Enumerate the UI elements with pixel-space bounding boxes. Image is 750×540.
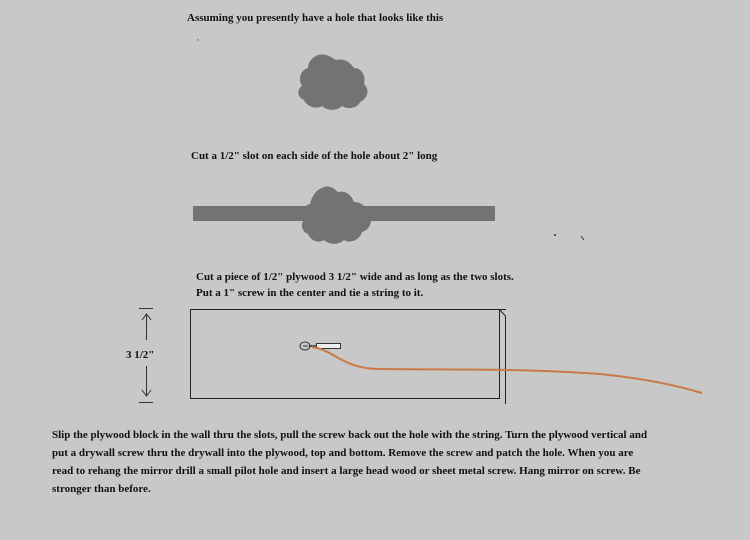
final-line-4: stronger than before.	[52, 483, 151, 495]
string	[312, 347, 702, 393]
dimension-label: 3 1/2"	[126, 349, 155, 361]
final-instructions	[52, 426, 742, 498]
final-line-3: read to rehang the mirror drill a small pilot hole and insert a large head wood or sheet metal screw. Hang mirror on screw. Be	[52, 465, 641, 477]
stray-dot	[554, 234, 556, 236]
hole-with-slots-shape	[302, 186, 371, 243]
final-line-1: Slip the plywood block in the wall thru the slots, pull the screw back out the hole with the string. Turn the plywood vertical and	[52, 429, 648, 441]
hole-shape	[298, 54, 367, 109]
step2-text: Cut a 1/2" slot on each side of the hole about 2" long	[191, 150, 438, 162]
plywood-block	[191, 310, 500, 399]
step3-text-line1: Cut a piece of 1/2" plywood 3 1/2" wide and as long as the two slots.	[196, 271, 514, 283]
stray-tick	[581, 236, 584, 240]
step3-text-line2: Put a 1" screw in the center and tie a string to it.	[196, 287, 424, 299]
stray-dot-2	[197, 39, 198, 40]
final-line-2: put a drywall screw thru the drywall into the plywood, top and bottom. Remove the screw and patch the hole. When you are	[52, 447, 634, 459]
step1-text: Assuming you presently have a hole that looks like this	[187, 12, 444, 24]
plywood-edge-join	[500, 310, 506, 317]
